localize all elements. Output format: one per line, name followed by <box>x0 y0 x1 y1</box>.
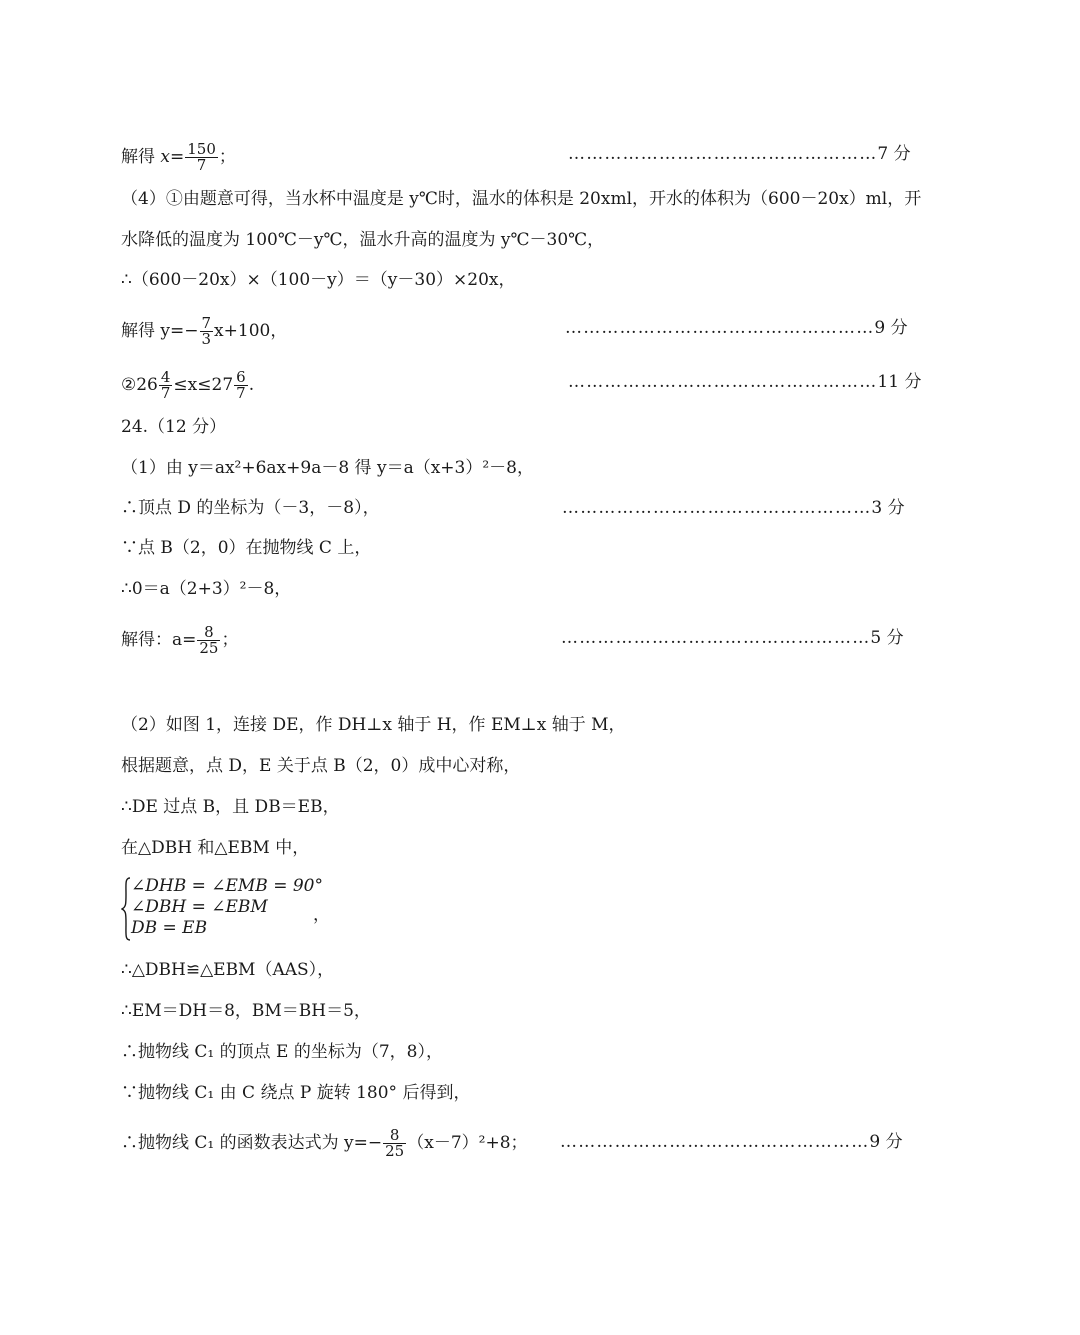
part4-equation: ∴（600－20x）×（100－y）＝（y－30）×20x， <box>121 270 516 290</box>
leader-dots: …………………………………………… <box>561 628 871 648</box>
score-9a <box>565 317 908 339</box>
denominator: 7 <box>196 156 207 174</box>
congruence-line: ∴△DBH≌△EBM（AAS）， <box>121 960 335 980</box>
score-label: 11 分 <box>877 372 922 392</box>
leader-dots: …………………………………………… <box>568 372 878 392</box>
text: x+100， <box>214 321 288 341</box>
text: 解得 <box>121 147 161 167</box>
denominator: 3 <box>201 330 212 348</box>
rotation-line: ∵抛物线 C₁ 由 C 绕点 P 旋转 180° 后得到， <box>121 1083 471 1103</box>
numerator: 8 <box>383 1128 406 1144</box>
solution-a-line <box>121 625 238 656</box>
c1-expression-line <box>121 1128 528 1159</box>
left-brace-icon <box>121 876 131 942</box>
denominator: 7 <box>236 384 246 402</box>
score-11 <box>568 371 921 393</box>
de-through-b-line: ∴DE 过点 B，且 DB＝EB， <box>121 797 340 817</box>
system-rows <box>131 876 323 939</box>
denominator: 25 <box>199 639 219 657</box>
punct: . <box>248 375 255 395</box>
score-5 <box>561 627 904 649</box>
fraction <box>197 625 220 656</box>
numerator: 7 <box>201 314 212 332</box>
part2-line1: （2）如图 1，连接 DE，作 DH⊥x 轴于 H，作 EM⊥x 轴于 M， <box>121 715 626 735</box>
score-label: 3 分 <box>871 498 905 518</box>
question-24-heading: 24.（12 分） <box>121 417 227 437</box>
fraction <box>185 142 218 173</box>
part1-line1: （1）由 y＝ax²+6ax+9a－8 得 y＝a（x+3）²－8， <box>121 458 534 478</box>
fraction <box>200 316 214 347</box>
system-row-3: DB = EB <box>131 918 208 938</box>
range-line <box>121 370 254 401</box>
numerator: 4 <box>160 368 171 386</box>
text: ≤x≤27 <box>173 375 234 395</box>
fraction <box>383 1128 406 1159</box>
vertex-line: ∴顶点 D 的坐标为（－3，－8）， <box>121 498 380 518</box>
numerator: 150 <box>187 140 216 158</box>
denominator: 25 <box>385 1142 405 1160</box>
part4-line2: 水降低的温度为 100℃－y℃，温水升高的温度为 y℃－30℃， <box>121 230 605 250</box>
score-label: 9 分 <box>874 318 908 338</box>
leader-dots: …………………………………………… <box>565 318 875 338</box>
text: （x－7）²+8； <box>407 1133 528 1153</box>
text: 解得 y=− <box>121 321 199 341</box>
substitute-line: ∴0＝a（2+3）²－8， <box>121 579 292 599</box>
vertex-e-line: ∴抛物线 C₁ 的顶点 E 的坐标为（7，8）， <box>121 1042 443 1062</box>
solution-x-line <box>121 142 236 173</box>
denominator: 7 <box>160 384 171 402</box>
fraction <box>159 370 173 401</box>
punct: ； <box>221 630 239 650</box>
symmetry-line: 根据题意，点 D，E 关于点 B（2，0）成中心对称， <box>121 756 521 776</box>
score-9b <box>560 1131 903 1153</box>
text: ②26 <box>121 375 158 395</box>
part4-line1: （4）①由题意可得，当水杯中温度是 y℃时，温水的体积是 20xml，开水的体积为（600－20x）ml，开 <box>121 189 922 209</box>
equals: = <box>170 147 185 167</box>
text: ∴抛物线 C₁ 的函数表达式为 y=− <box>121 1133 383 1153</box>
lengths-line: ∴EM＝DH＝8，BM＝BH＝5， <box>121 1001 371 1021</box>
score-7 <box>568 143 911 165</box>
system-row-2: ∠DBH = ∠EBM <box>131 897 268 917</box>
punct: ； <box>218 147 236 167</box>
leader-dots: …………………………………………… <box>562 498 872 518</box>
text: 解得：a= <box>121 630 197 650</box>
punct: ， <box>313 905 330 925</box>
fraction <box>234 370 248 401</box>
var-x: x <box>160 147 170 167</box>
numerator: 6 <box>236 368 246 386</box>
triangles-line: 在△DBH 和△EBM 中， <box>121 838 310 858</box>
solution-y-line <box>121 316 287 347</box>
numerator: 8 <box>197 625 220 641</box>
point-b-line: ∵点 B（2，0）在抛物线 C 上， <box>121 538 372 558</box>
leader-dots: …………………………………………… <box>560 1132 870 1152</box>
leader-dots: …………………………………………… <box>568 144 878 164</box>
system-row-1: ∠DHB = ∠EMB = 90° <box>131 876 323 896</box>
score-label: 5 分 <box>870 628 904 648</box>
score-3 <box>562 497 905 519</box>
score-label: 7 分 <box>877 144 911 164</box>
score-label: 9 分 <box>869 1132 903 1152</box>
